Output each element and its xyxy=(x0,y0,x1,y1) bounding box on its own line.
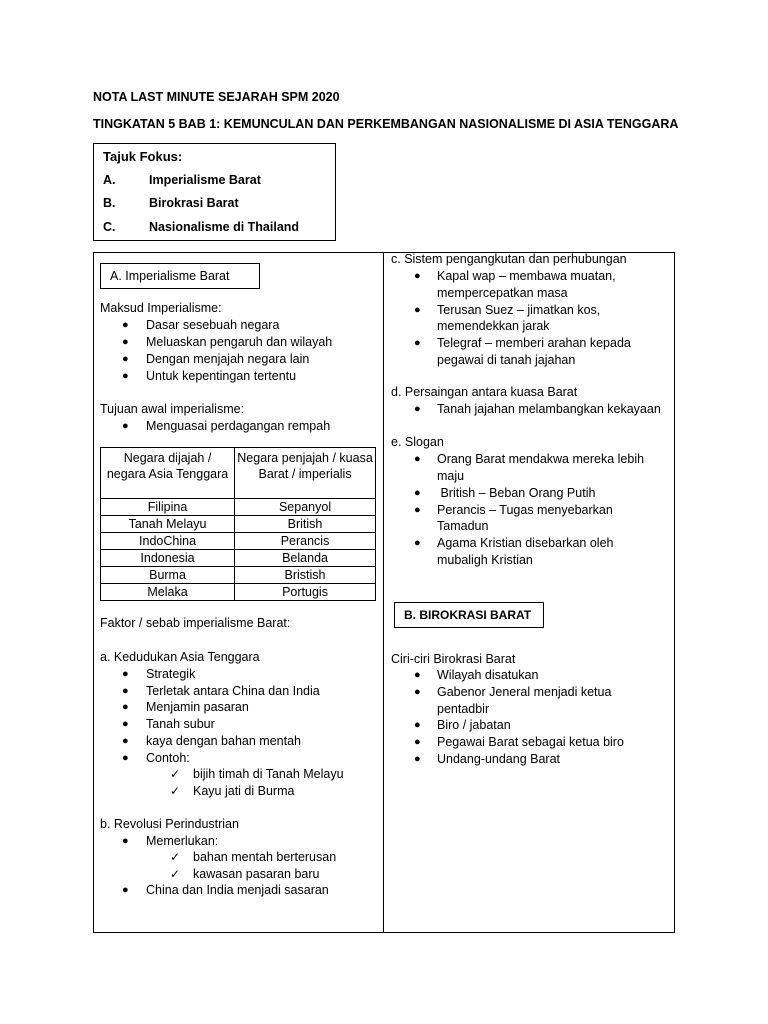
list-item: Menjamin pasaran xyxy=(146,700,249,714)
bullet-dot-icon: ● xyxy=(414,270,421,282)
subsection-c-title: c. Sistem pengangkutan dan perhubungan xyxy=(391,252,627,266)
check-item: Kayu jati di Burma xyxy=(193,784,295,798)
list-item: Terletak antara China dan India xyxy=(146,684,320,698)
check-item: bijih timah di Tanah Melayu xyxy=(193,767,344,781)
focus-title: Tajuk Fokus: xyxy=(103,149,183,164)
list-item: Perancis – Tugas menyebarkan xyxy=(437,503,613,517)
list-item: Dasar sesebuah negara xyxy=(146,318,280,332)
document-subtitle: TINGKATAN 5 BAB 1: KEMUNCULAN DAN PERKEMBANGAN NASIONALISME DI ASIA TENGGARA xyxy=(93,117,679,131)
table-row: Filipina Sepanyol xyxy=(101,499,376,516)
list-item-continuation: memendekkan jarak xyxy=(437,319,550,333)
document-title: NOTA LAST MINUTE SEJARAH SPM 2020 xyxy=(93,90,340,104)
check-item: kawasan pasaran baru xyxy=(193,867,320,881)
table-row: Melaka Portugis xyxy=(101,584,376,601)
table-row: Burma Bristish xyxy=(101,567,376,584)
focus-item: C. Nasionalisme di Thailand xyxy=(103,220,300,234)
section-a-heading: A. Imperialisme Barat xyxy=(100,263,260,289)
table-row: IndoChina Perancis xyxy=(101,533,376,550)
faktor-title: Faktor / sebab imperialisme Barat: xyxy=(100,616,291,630)
bullet-dot-icon: ● xyxy=(122,735,129,747)
checkmark-icon: ✓ xyxy=(170,767,181,781)
list-item: Tanah jajahan melambangkan kekayaan xyxy=(437,402,661,416)
list-item: Agama Kristian disebarkan oleh xyxy=(437,536,614,550)
list-item: Dengan menjajah negara lain xyxy=(146,352,310,366)
bullet-dot-icon: ● xyxy=(414,487,421,499)
check-item: bahan mentah berterusan xyxy=(193,850,337,864)
bullet-dot-icon: ● xyxy=(414,719,421,731)
section-b-heading: B. BIROKRASI BARAT xyxy=(394,602,544,628)
list-item-continuation: pentadbir xyxy=(437,702,490,716)
checkmark-icon: ✓ xyxy=(170,867,181,881)
list-item: Untuk kepentingan tertentu xyxy=(146,369,297,383)
list-item: Orang Barat mendakwa mereka lebih xyxy=(437,452,645,466)
ciri-title: Ciri-ciri Birokrasi Barat xyxy=(391,652,516,666)
list-item: Undang-undang Barat xyxy=(437,752,561,766)
imperialism-table xyxy=(100,447,376,601)
bullet-dot-icon: ● xyxy=(414,304,421,316)
list-item: Memerlukan: xyxy=(146,834,219,848)
maksud-title: Maksud Imperialisme: xyxy=(100,301,222,315)
subsection-e-title: e. Slogan xyxy=(391,435,444,449)
bullet-dot-icon: ● xyxy=(414,753,421,765)
checkmark-icon: ✓ xyxy=(170,850,181,864)
bullet-dot-icon: ● xyxy=(122,370,129,382)
bullet-dot-icon: ● xyxy=(122,752,129,764)
list-item: Meluaskan pengaruh dan wilayah xyxy=(146,335,333,349)
bullet-dot-icon: ● xyxy=(122,319,129,331)
list-item: Terusan Suez – jimatkan kos, xyxy=(437,303,601,317)
tujuan-title: Tujuan awal imperialisme: xyxy=(100,402,245,416)
list-item: China dan India menjadi sasaran xyxy=(146,883,329,897)
list-item: kaya dengan bahan mentah xyxy=(146,734,301,748)
bullet-dot-icon: ● xyxy=(122,884,129,896)
table-header: Negara penjajah / kuasa Barat / imperialis xyxy=(235,448,376,499)
list-item-continuation: pegawai di tanah jajahan xyxy=(437,353,576,367)
bullet-dot-icon: ● xyxy=(122,685,129,697)
list-item: Biro / jabatan xyxy=(437,718,511,732)
bullet-dot-icon: ● xyxy=(414,686,421,698)
bullet-dot-icon: ● xyxy=(122,718,129,730)
list-item: Contoh: xyxy=(146,751,190,765)
checkmark-icon: ✓ xyxy=(170,784,181,798)
focus-topics-box xyxy=(93,143,336,241)
bullet-dot-icon: ● xyxy=(122,420,129,432)
bullet-dot-icon: ● xyxy=(414,537,421,549)
list-item: Tanah subur xyxy=(146,717,215,731)
bullet-dot-icon: ● xyxy=(122,668,129,680)
list-item: Telegraf – memberi arahan kepada xyxy=(437,336,631,350)
column-divider xyxy=(383,252,384,933)
bullet-dot-icon: ● xyxy=(122,353,129,365)
subsection-b-title: b. Revolusi Perindustrian xyxy=(100,817,239,831)
bullet-dot-icon: ● xyxy=(122,835,129,847)
list-item-continuation: maju xyxy=(437,469,465,483)
list-item: Pegawai Barat sebagai ketua biro xyxy=(437,735,624,749)
focus-item: A. Imperialisme Barat xyxy=(103,173,261,187)
table-row: Tanah Melayu British xyxy=(101,516,376,533)
list-item-continuation: mubaligh Kristian xyxy=(437,553,533,567)
list-item: Strategik xyxy=(146,667,196,681)
list-item-continuation: mempercepatkan masa xyxy=(437,286,568,300)
bullet-dot-icon: ● xyxy=(414,736,421,748)
list-item: Wilayah disatukan xyxy=(437,668,539,682)
list-item-continuation: Tamadun xyxy=(437,519,489,533)
table-row: Indonesia Belanda xyxy=(101,550,376,567)
subsection-a-title: a. Kedudukan Asia Tenggara xyxy=(100,650,260,664)
focus-item: B. Birokrasi Barat xyxy=(103,196,239,210)
bullet-dot-icon: ● xyxy=(414,504,421,516)
list-item: British – Beban Orang Putih xyxy=(437,486,596,500)
bullet-dot-icon: ● xyxy=(414,453,421,465)
bullet-dot-icon: ● xyxy=(122,701,129,713)
list-item: Kapal wap – membawa muatan, xyxy=(437,269,616,283)
list-item: Menguasai perdagangan rempah xyxy=(146,419,331,433)
bullet-dot-icon: ● xyxy=(414,669,421,681)
table-header: Negara dijajah / negara Asia Tenggara xyxy=(101,448,235,499)
bullet-dot-icon: ● xyxy=(122,336,129,348)
subsection-d-title: d. Persaingan antara kuasa Barat xyxy=(391,385,578,399)
list-item: Gabenor Jeneral menjadi ketua xyxy=(437,685,612,699)
bullet-dot-icon: ● xyxy=(414,403,421,415)
bullet-dot-icon: ● xyxy=(414,337,421,349)
